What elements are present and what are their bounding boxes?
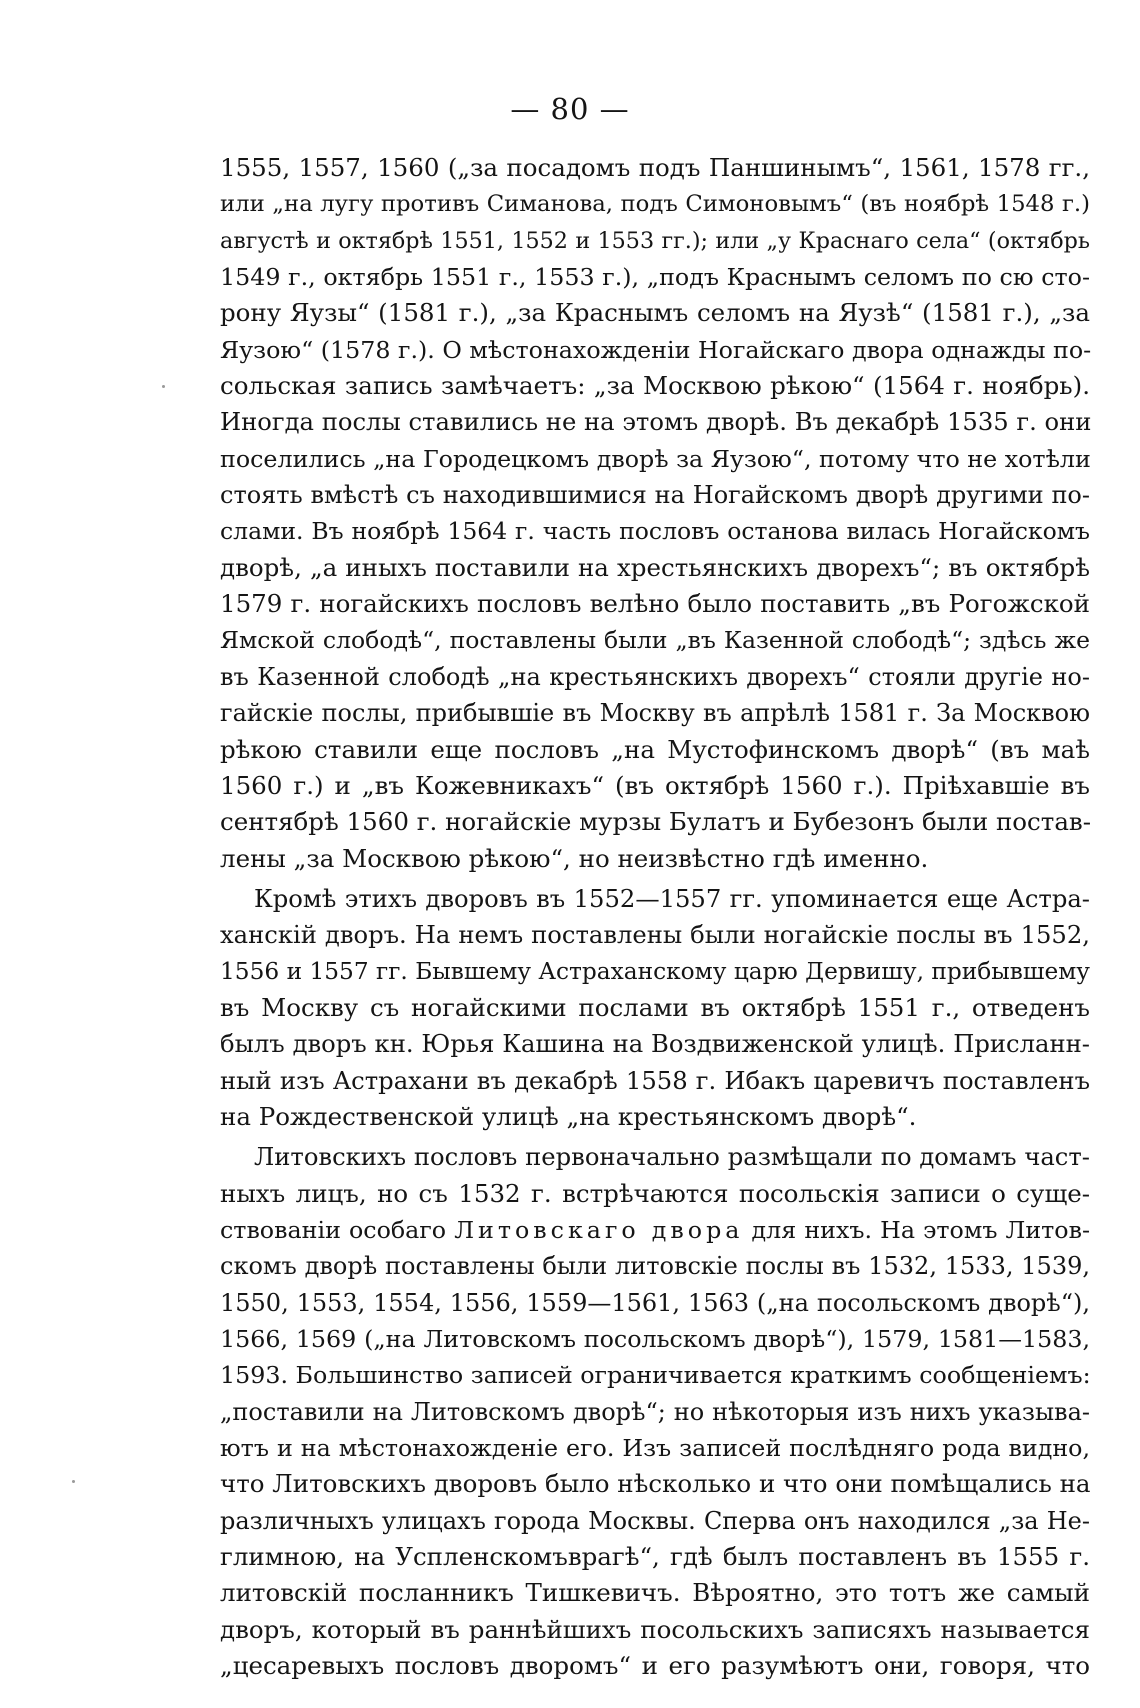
text-line: ныхъ лицъ, но съ 1532 г. встрѣчаются посольскія записи о суще- (220, 1178, 1090, 1208)
text-line: 1550, 1553, 1554, 1556, 1559—1561, 1563 („на посольскомъ дворѣ“), (220, 1288, 1090, 1317)
text-line: дворѣ, „а иныхъ поставили на хрестьянскихъ дворехъ“; въ октябрѣ (220, 552, 1090, 582)
text-line: ханскій дворъ. На немъ поставлены были ногайскіе послы въ 1552, (220, 920, 1090, 950)
text-segment: для нихъ. На этомъ Литов- (743, 1215, 1090, 1244)
text-line: различныхъ улицахъ города Москвы. Сперва онъ находился „за Не- (220, 1506, 1090, 1535)
text-line: 1566, 1569 („на Литовскомъ посольскомъ дворѣ“), 1579, 1581—1583, (220, 1325, 1090, 1353)
text-line: или „на лугу противъ Симанова, подъ Симоновымъ“ (въ ноябрѣ 1548 г.) (220, 191, 1090, 218)
text-line: слами. Въ ноябрѣ 1564 г. часть пословъ останова вилась Ногайскомъ (220, 517, 1090, 546)
text-line: стоять вмѣстѣ съ находившимися на Ногайскомъ дворѣ другими по- (220, 481, 1090, 510)
text-line: поселились „на Городецкомъ дворѣ за Яузою“, потому что не хотѣли (220, 444, 1091, 473)
text-line: ный изъ Астрахани въ декабрѣ 1558 г. Ибакъ царевичъ поставленъ (220, 1065, 1090, 1095)
text-line: литовскій посланникъ Тишкевичъ. Вѣроятно, это тотъ же самый (220, 1578, 1090, 1608)
text-segment: ствованіи особаго (220, 1215, 455, 1244)
text-line: въ Казенной слободѣ „на крестьянскихъ дворехъ“ стояли другіе но- (220, 662, 1090, 691)
text-line: скомъ дворѣ поставлены были литовскіе послы въ 1532, 1533, 1539, (220, 1252, 1090, 1281)
text-line: Иногда послы ставились не на этомъ дворѣ. Въ декабрѣ 1535 г. они (220, 407, 1092, 437)
text-line: гайскіе послы, прибывшіе въ Москву въ апрѣлѣ 1581 г. За Москвою (220, 699, 1090, 728)
text-line: „цесаревыхъ пословъ дворомъ“ и его разумѣютъ они, говоря, что (220, 1651, 1090, 1681)
text-line: былъ дворъ кн. Юрья Кашина на Воздвиженской улицѣ. Присланн- (220, 1029, 1090, 1059)
text-line: рѣкою ставили еще пословъ „на Мустофинскомъ дворѣ“ (въ маѣ (220, 734, 1090, 764)
text-line: Яузою“ (1578 г.). О мѣстонахожденіи Ногайскаго двора однажды по- (220, 335, 1092, 364)
text-line: „поставили на Литовскомъ дворѣ“; но нѣкоторыя изъ нихъ указыва- (220, 1397, 1090, 1426)
paragraph-start-line: Литовскихъ пословъ первоначально размѣщали по домамъ част- (254, 1142, 1090, 1172)
text-line: лены „за Москвою рѣкою“, но неизвѣстно гдѣ именно. (220, 843, 929, 873)
text-line: 1549 г., октябрь 1551 г., 1553 г.), „подъ Краснымъ селомъ по сю сто- (220, 263, 1090, 292)
text-line: 1593. Большинство записей ограничивается краткимъ сообщеніемъ: (220, 1361, 1091, 1390)
text-line: дворъ, который въ раннѣйшихъ посольскихъ записяхъ называется (220, 1614, 1090, 1644)
text-line: 1556 и 1557 гг. Бывшему Астраханскому царю Дервишу, прибывшему (220, 957, 1090, 985)
text-line: сентябрѣ 1560 г. ногайскіе мурзы Булатъ и Бубезонъ были постав- (220, 807, 1092, 837)
text-line: глимною, на Успленскомъврагѣ“, гдѣ былъ поставленъ въ 1555 г. (220, 1542, 1090, 1572)
page-number: — 80 — (510, 92, 630, 126)
text-line: въ Москву съ ногайскими послами въ октябрѣ 1551 г., отведенъ (220, 992, 1090, 1022)
text-line: 1560 г.) и „въ Кожевникахъ“ (въ октябрѣ 1560 г.). Пріѣхавшіе въ (220, 770, 1090, 800)
text-line: 1579 г. ногайскихъ пословъ велѣно было поставить „въ Рогожской (220, 589, 1090, 619)
body-text (220, 150, 1090, 1684)
text-line: ютъ и на мѣстонахожденіе его. Изъ записей послѣдняго рода видно, (220, 1434, 1090, 1463)
text-line: на Рождественской улицѣ „на крестьянскомъ дворѣ“. (220, 1101, 917, 1131)
text-line: сольская запись замѣчаетъ: „за Москвою рѣкою“ (1564 г. ноябрь). (220, 371, 1090, 401)
paper-speck (162, 385, 165, 388)
text-line: Ямской слободѣ“, поставлены были „въ Казенной слободѣ“; здѣсь же (220, 626, 1090, 655)
text-line: рону Яузы“ (1581 г.), „за Краснымъ селомъ на Яузѣ“ (1581 г.), „за (220, 298, 1090, 328)
text-line (220, 1212, 1090, 1248)
text-line: что Литовскихъ дворовъ было нѣсколько и что они помѣщались на (220, 1469, 1091, 1499)
paragraph-start-line: Кромѣ этихъ дворовъ въ 1552—1557 гг. упоминается еще Астра- (254, 883, 1090, 913)
text-line: августѣ и октябрѣ 1551, 1552 и 1553 гг.); или „у Краснаго села“ (октябрь (220, 227, 1090, 254)
text-line: 1555, 1557, 1560 („за посадомъ подъ Паншинымъ“, 1561, 1578 гг., (220, 153, 1090, 182)
paper-speck (72, 1480, 75, 1483)
spaced-emphasis: Литовскаго двора (454, 1215, 744, 1244)
